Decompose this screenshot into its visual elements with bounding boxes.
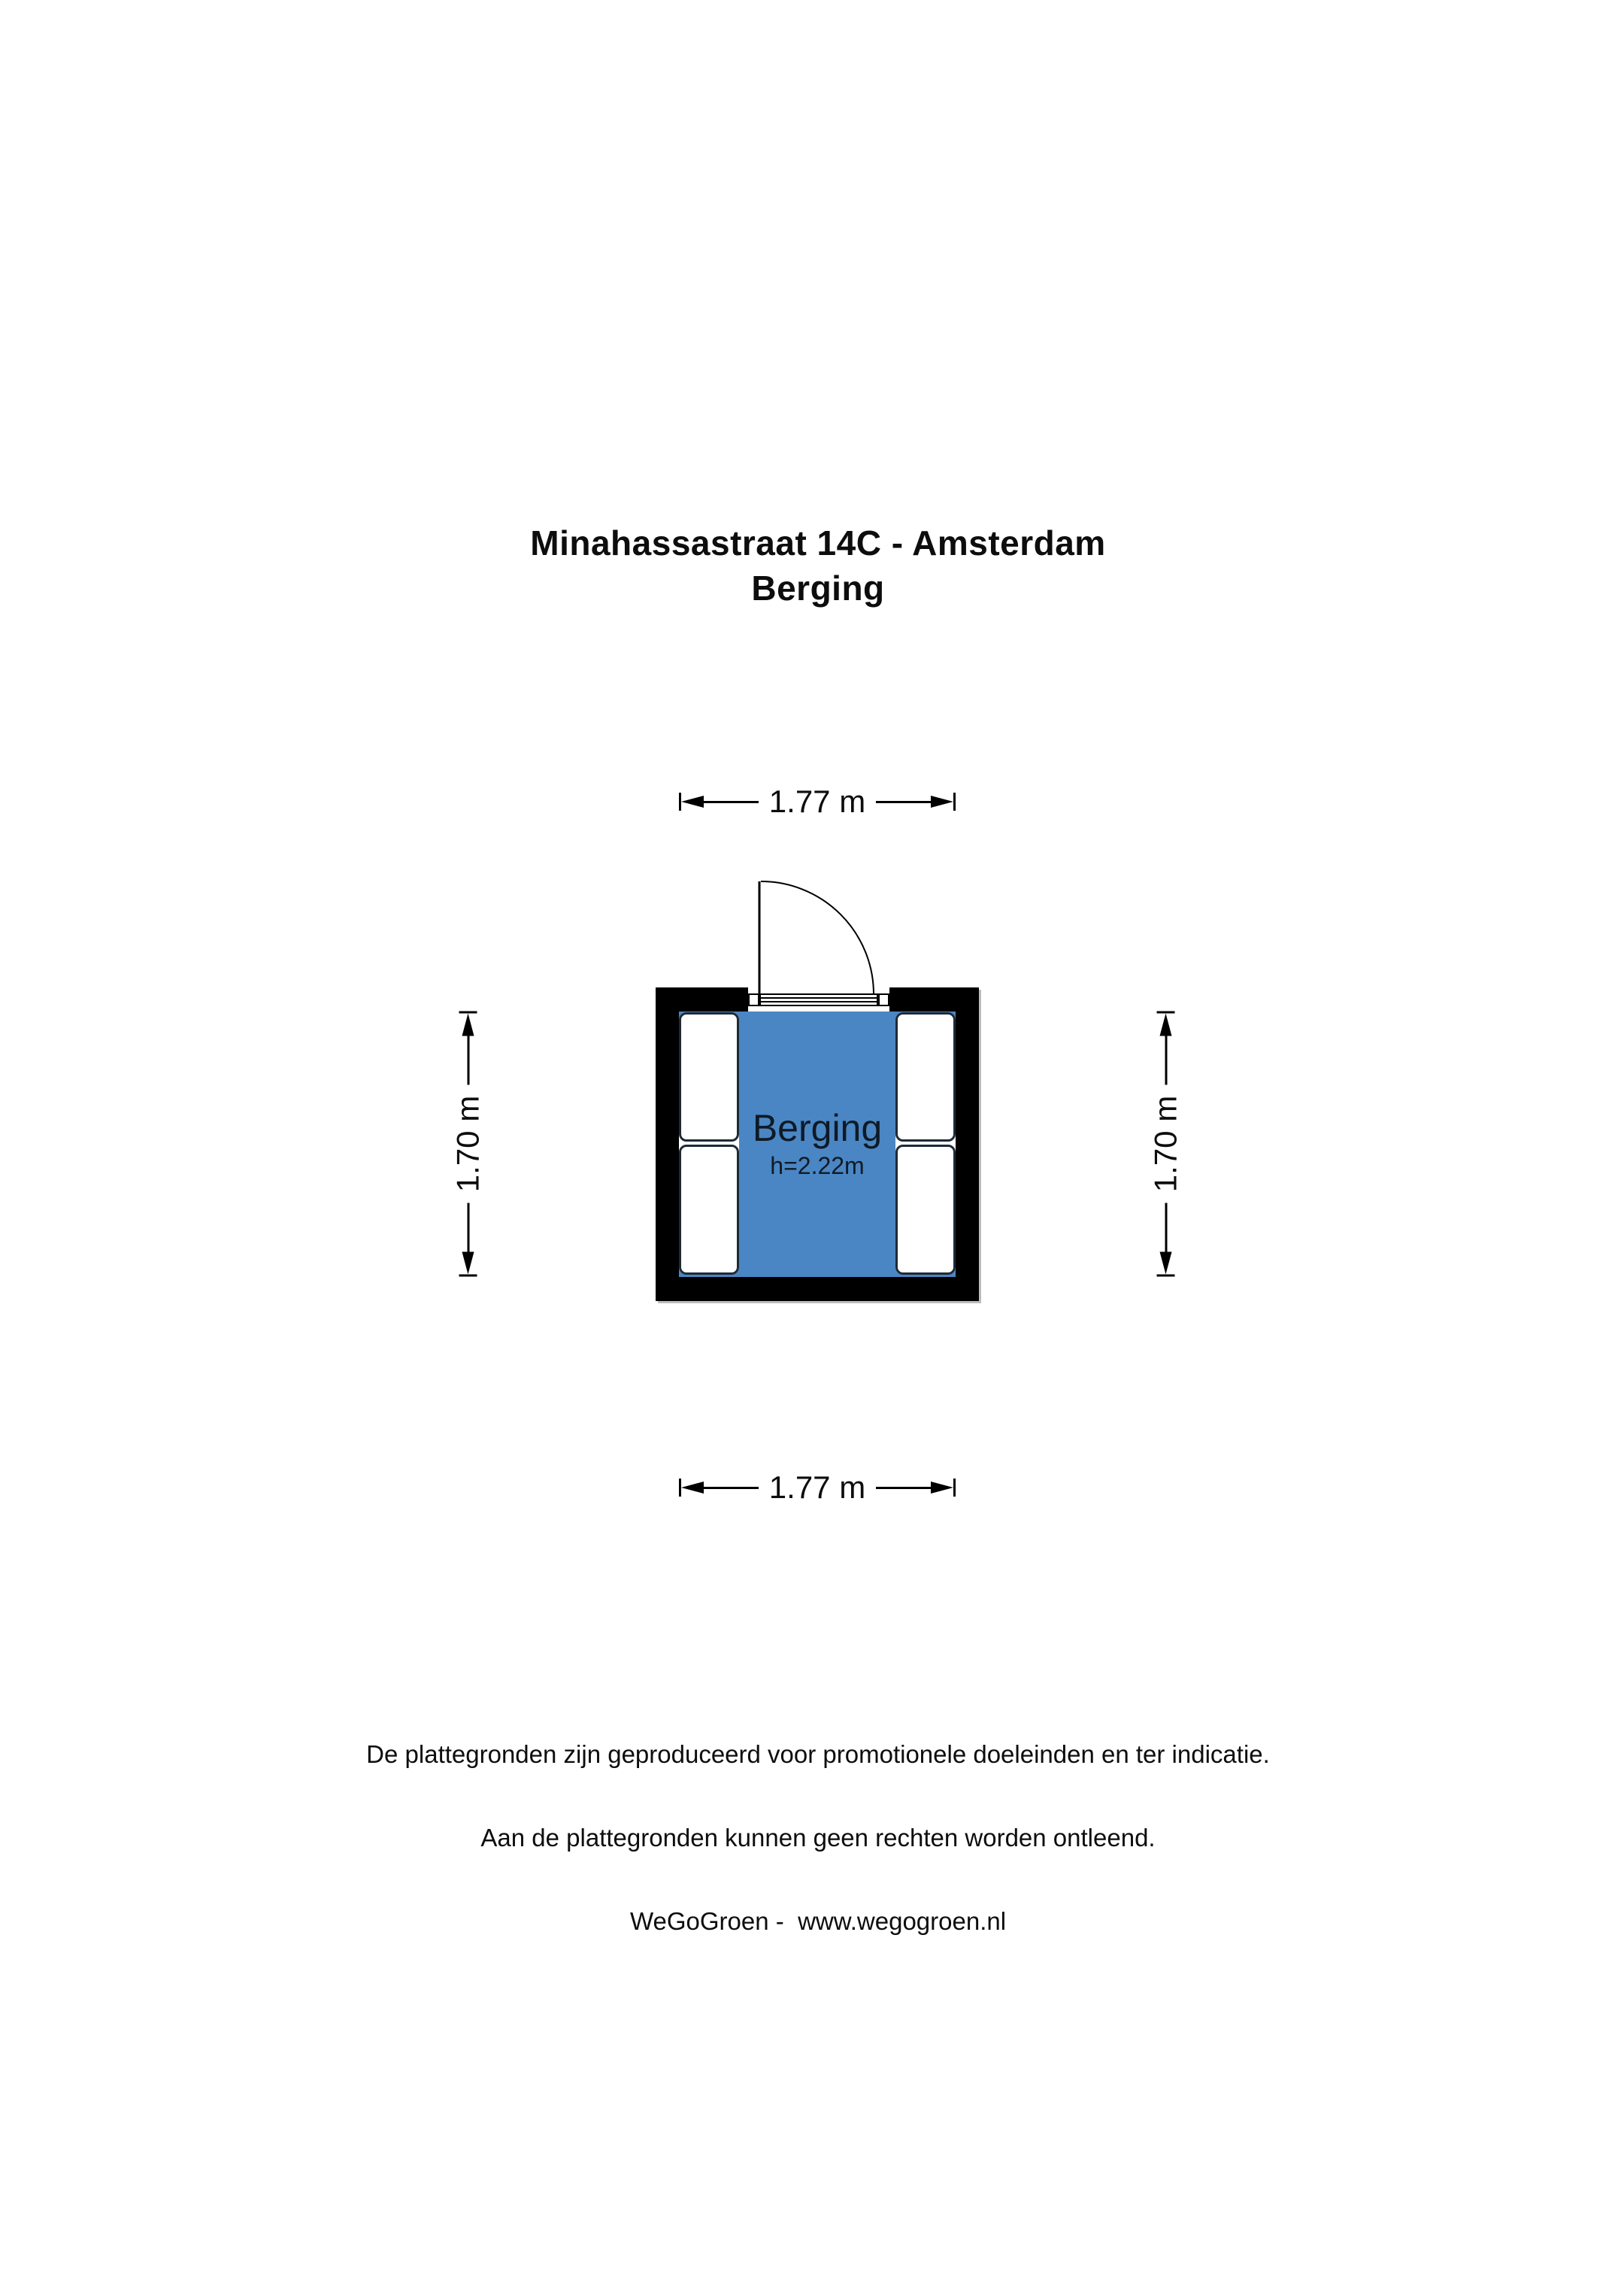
room-name: Berging (752, 1107, 883, 1149)
arrowhead-left-icon (681, 1482, 704, 1494)
title-room-type: Berging (751, 569, 885, 608)
dim-line (704, 801, 759, 803)
dim-end-tick (459, 1012, 477, 1014)
arrowhead-down-icon (462, 1252, 474, 1275)
dim-line (876, 1487, 931, 1489)
dimension-bottom (679, 1470, 956, 1506)
arrowhead-up-icon (1160, 1014, 1172, 1036)
dim-line (467, 1036, 469, 1085)
dim-label-bottom: 1.77 m (768, 1470, 866, 1505)
dim-line (1165, 1203, 1167, 1251)
door-swing-icon (748, 872, 898, 996)
disclaimer-line-1: De plattegronden zijn geproduceerd voor promotionele doeleinden en ter indicatie. (366, 1740, 1270, 1768)
dimension-left (450, 1012, 486, 1277)
disclaimer-line-2: Aan de plattegronden kunnen geen rechten worden ontleend. (480, 1824, 1156, 1852)
arrowhead-left-icon (681, 796, 704, 808)
footer-disclaimer (0, 1685, 1624, 1991)
threshold-line (761, 997, 877, 999)
dimension-top (679, 784, 956, 820)
arrowhead-up-icon (462, 1014, 474, 1036)
dim-end-tick (953, 1479, 956, 1497)
dim-end-tick (459, 1275, 477, 1277)
dim-label-right: 1.70 m (1147, 1095, 1183, 1193)
dim-line (467, 1203, 469, 1251)
dim-line (1165, 1036, 1167, 1085)
room-ceiling-height: h=2.22m (770, 1152, 865, 1179)
title-address: Minahassastraat 14C - Amsterdam (530, 523, 1106, 563)
footer-branding: WeGoGroen - www.wegogroen.nl (629, 1907, 1007, 1935)
dim-line (704, 1487, 759, 1489)
dim-end-tick (953, 793, 956, 811)
dim-end-tick (1157, 1012, 1175, 1014)
door-arc (761, 881, 874, 994)
dim-end-tick (1157, 1275, 1175, 1277)
page-title (0, 520, 1624, 611)
dim-line (876, 801, 931, 803)
room-label (679, 1108, 956, 1180)
room-floor-area (679, 1012, 956, 1277)
arrowhead-right-icon (931, 796, 953, 808)
dim-label-left: 1.70 m (450, 1095, 486, 1193)
dimension-right (1148, 1012, 1184, 1277)
floorplan-room-berging (656, 987, 979, 1301)
arrowhead-right-icon (931, 1482, 953, 1494)
dim-label-top: 1.77 m (768, 784, 866, 819)
arrowhead-down-icon (1160, 1252, 1172, 1275)
threshold-line (761, 1001, 877, 1002)
